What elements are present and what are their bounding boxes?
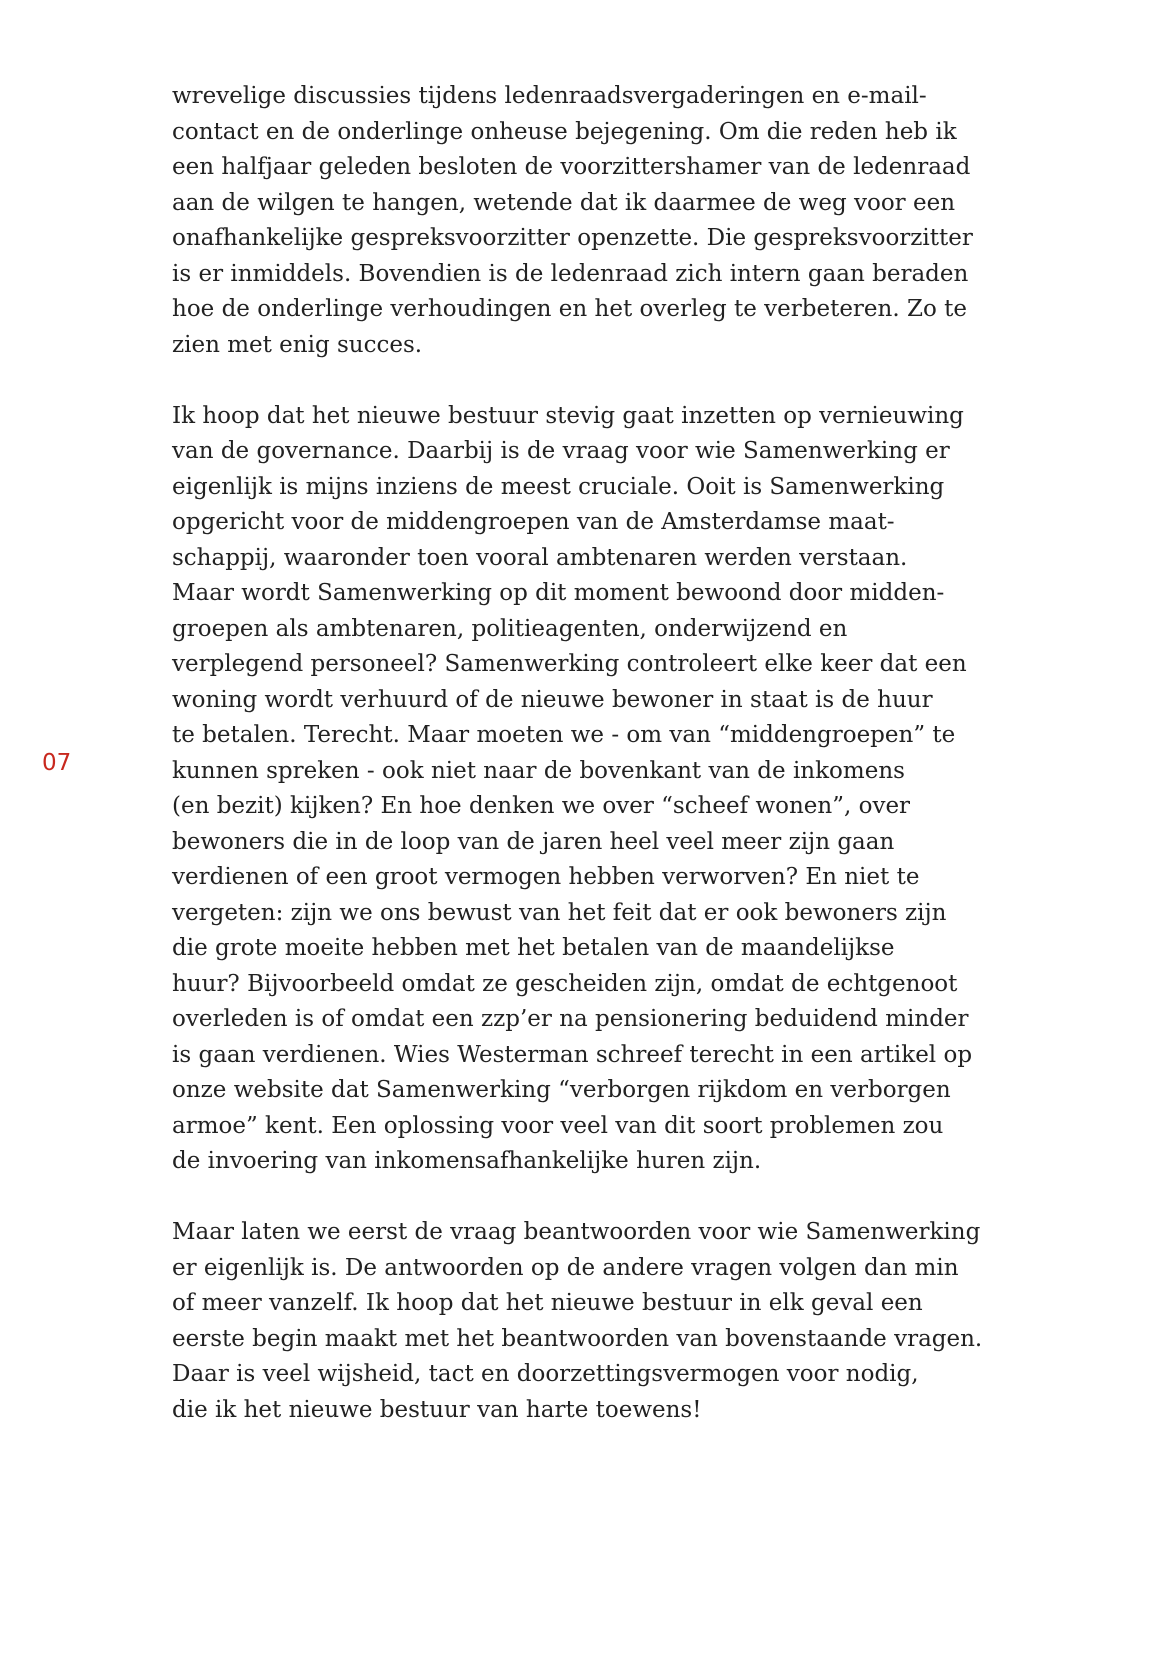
text-line: groepen als ambtenaren, politieagenten, onderwijzend en xyxy=(172,615,848,642)
text-line: schappij, waaronder toen vooral ambtenaren werden verstaan. xyxy=(172,544,908,571)
text-line: onafhankelijke gespreksvoorzitter openzette. Die gespreksvoorzitter xyxy=(172,225,973,251)
text-line: huur? Bijvoorbeeld omdat ze gescheiden zijn, omdat de echtgenoot xyxy=(172,970,958,997)
text-line: die ik het nieuwe bestuur van harte toewens! xyxy=(172,1396,702,1423)
text-line: is er inmiddels. Bovendien is de ledenraad zich intern gaan beraden xyxy=(172,260,969,287)
text-line: kunnen spreken - ook niet naar de bovenkant van de inkomens xyxy=(172,757,905,784)
text-line: of meer vanzelf. Ik hoop dat het nieuwe bestuur in elk geval een xyxy=(172,1290,923,1316)
text-line: hoe de onderlinge verhoudingen en het overleg te verbeteren. Zo te xyxy=(172,296,967,322)
text-line: woning wordt verhuurd of de nieuwe bewoner in staat is de huur xyxy=(172,686,933,713)
text-line: Maar wordt Samenwerking op dit moment bewoond door midden- xyxy=(172,580,945,606)
text-line: zien met enig succes. xyxy=(172,331,423,358)
text-line: eerste begin maakt met het beantwoorden van bovenstaande vragen. xyxy=(172,1325,983,1352)
text-line: verplegend personeel? Samenwerking controleert elke keer dat een xyxy=(172,651,967,677)
text-line: bewoners die in de loop van de jaren heel veel meer zijn gaan xyxy=(172,828,895,855)
text-line: aan de wilgen te hangen, wetende dat ik daarmee de weg voor een xyxy=(172,189,956,216)
text-line: van de governance. Daarbij is de vraag voor wie Samenwerking er xyxy=(172,438,950,464)
text-line: te betalen. Terecht. Maar moeten we - om van “middengroepen” te xyxy=(172,722,956,748)
text-line: armoe” kent. Een oplossing voor veel van dit soort problemen zou xyxy=(172,1112,944,1139)
text-line: is gaan verdienen. Wies Westerman schreef terecht in een artikel op xyxy=(172,1041,973,1068)
text-line: de invoering van inkomensafhankelijke huren zijn. xyxy=(172,1148,762,1174)
text-line: er eigenlijk is. De antwoorden op de andere vragen volgen dan min xyxy=(172,1254,959,1281)
text-line: Daar is veel wijsheid, tact en doorzettingsvermogen voor nodig, xyxy=(172,1361,919,1387)
article-body xyxy=(172,79,1072,1464)
text-line: opgericht voor de middengroepen van de Amsterdamse maat- xyxy=(172,509,895,535)
text-line: overleden is of omdat een zzp’er na pensionering beduidend minder xyxy=(172,1006,969,1032)
text-line: verdienen of een groot vermogen hebben verworven? En niet te xyxy=(172,864,920,890)
page-number: 07 xyxy=(42,750,72,776)
text-line: onze website dat Samenwerking “verborgen rijkdom en verborgen xyxy=(172,1077,951,1103)
text-line: Ik hoop dat het nieuwe bestuur stevig gaat inzetten op vernieuwing xyxy=(172,402,964,429)
text-line: een halfjaar geleden besloten de voorzittershamer van de ledenraad xyxy=(172,154,971,180)
text-line: vergeten: zijn we ons bewust van het feit dat er ook bewoners zijn xyxy=(172,899,947,926)
paragraph xyxy=(172,399,1072,1180)
paragraph xyxy=(172,79,1072,363)
text-line: eigenlijk is mijns inziens de meest cruciale. Ooit is Samenwerking xyxy=(172,473,945,500)
text-line: wrevelige discussies tijdens ledenraadsvergaderingen en e-mail- xyxy=(172,83,927,109)
text-line: die grote moeite hebben met het betalen van de maandelijkse xyxy=(172,935,895,961)
paragraph xyxy=(172,1215,1072,1428)
text-line: Maar laten we eerst de vraag beantwoorden voor wie Samenwerking xyxy=(172,1219,981,1245)
text-line: contact en de onderlinge onheuse bejegening. Om die reden heb ik xyxy=(172,118,957,145)
text-line: (en bezit) kijken? En hoe denken we over “scheef wonen”, over xyxy=(172,793,911,819)
